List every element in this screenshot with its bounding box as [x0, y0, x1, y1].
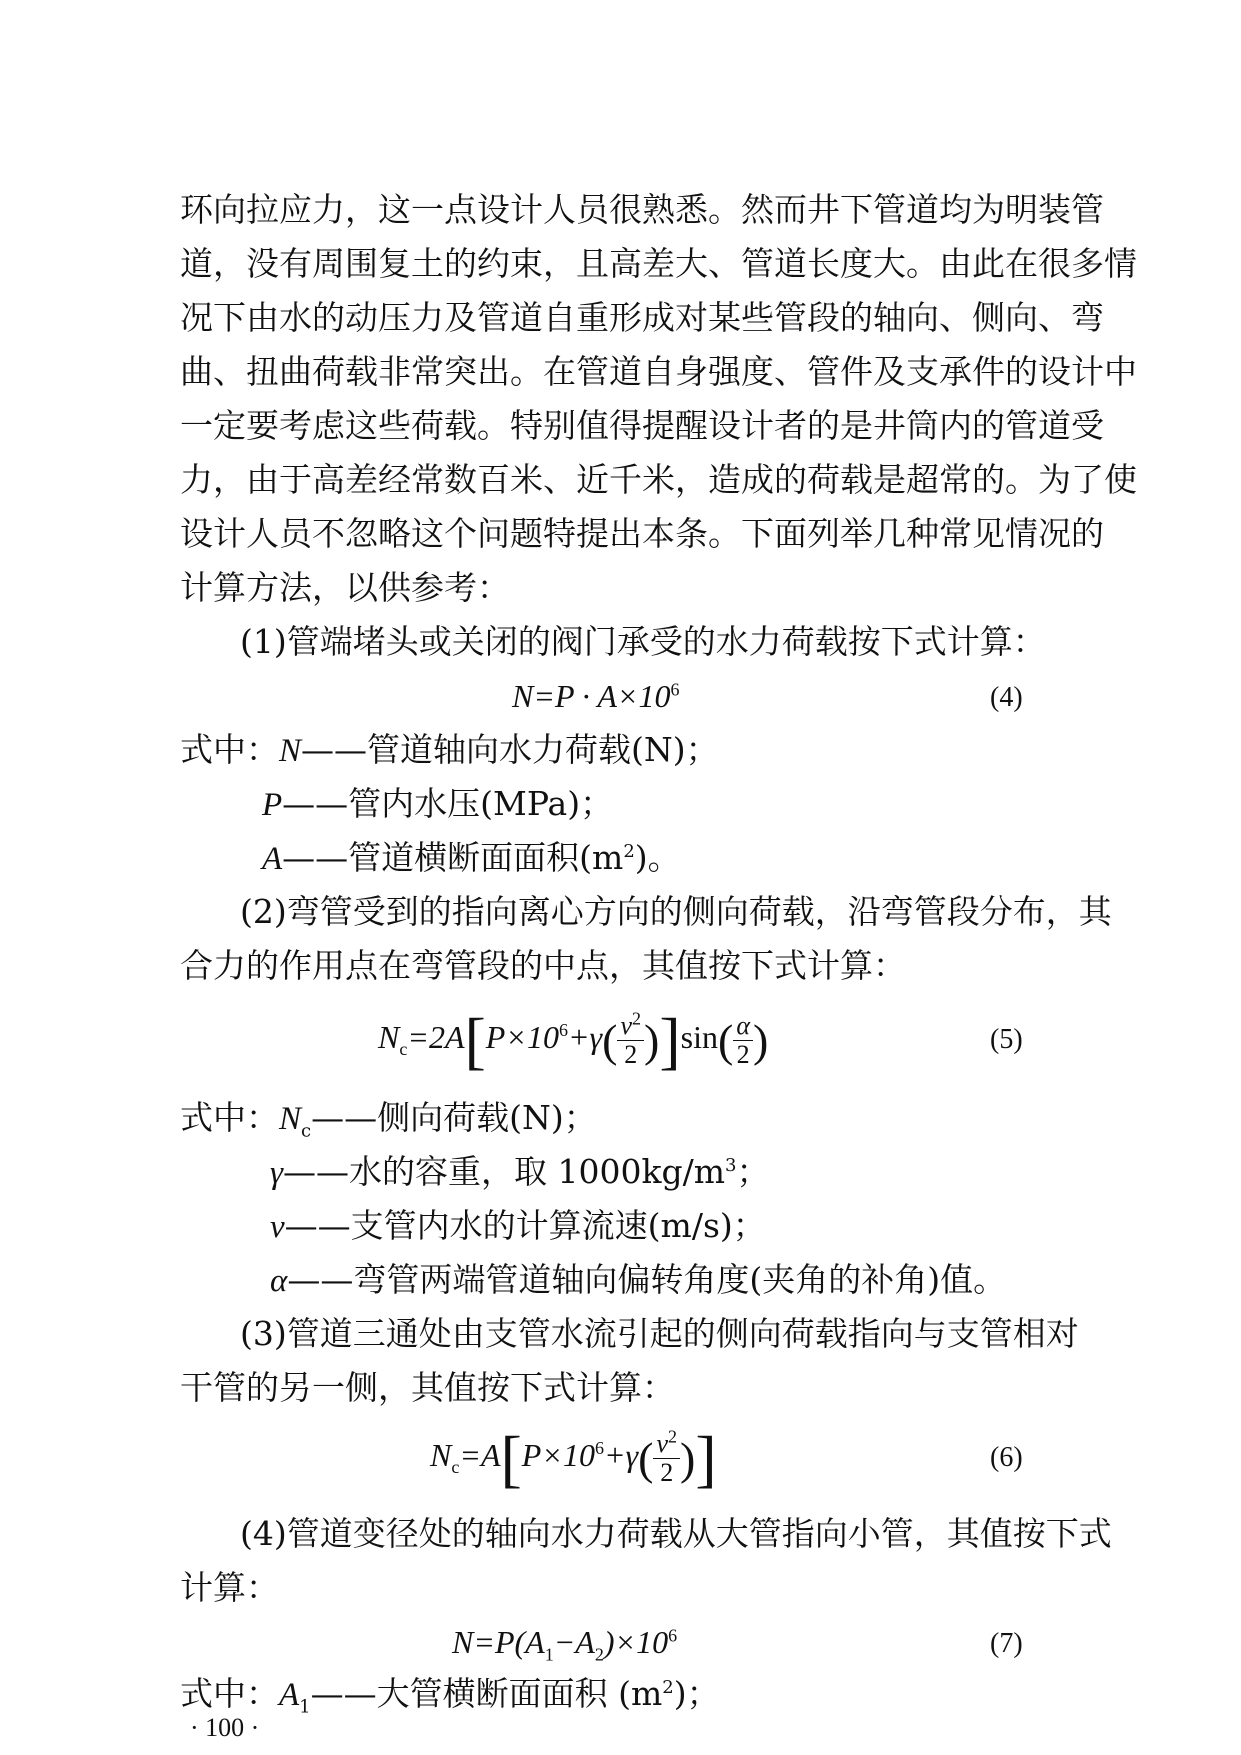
- formula-body: =P(A: [473, 1624, 545, 1660]
- frac-sup: 2: [668, 1426, 678, 1447]
- def-text: ——弯管两端管道轴向偏转角度(夹角的补角)值。: [287, 1260, 1007, 1299]
- formula-sub: 1: [544, 1644, 554, 1665]
- left-paren: (: [638, 1432, 654, 1484]
- frac-numerator: v: [656, 1429, 669, 1458]
- formula-body: )×10: [603, 1624, 669, 1660]
- frac-denominator: 2: [736, 1040, 750, 1069]
- def-text: ——侧向荷载(N)；: [311, 1098, 597, 1137]
- formula-body: +γ: [603, 1436, 639, 1473]
- formula-body: =P · A×10: [533, 678, 671, 714]
- def-text: )。: [634, 838, 681, 877]
- right-bracket: ]: [695, 1422, 717, 1494]
- item4-line: 计算：: [180, 1568, 279, 1607]
- def-sup: 2: [623, 841, 635, 862]
- paragraph-line: 一定要考虑这些荷载。特别值得提醒设计者的是井筒内的管道受: [180, 406, 1104, 445]
- def-symbol: A: [279, 1677, 300, 1713]
- def-text: ——支管内水的计算流速(m/s)；: [284, 1206, 766, 1245]
- def-text: ——管道轴向水力荷载(N)；: [301, 730, 719, 769]
- item3-line: 干管的另一侧，其值按下式计算：: [180, 1368, 675, 1407]
- formula-sub: c: [399, 1039, 408, 1060]
- equation-number: (5): [990, 1024, 1023, 1055]
- formula-body: =2A: [407, 1018, 465, 1055]
- formula-symbol: N: [512, 678, 534, 714]
- frac-numerator: α: [733, 1012, 753, 1041]
- formula-body: P×10: [485, 1018, 559, 1055]
- item2-line: (2)弯管受到的指向离心方向的侧向荷载，沿弯管段分布，其: [240, 892, 1112, 931]
- formula-exponent: 6: [668, 1625, 678, 1646]
- def-symbol: A: [262, 841, 283, 877]
- def-symbol: P: [262, 787, 283, 823]
- right-bracket: ]: [659, 1004, 681, 1076]
- formula-symbol: N: [430, 1436, 452, 1473]
- def-symbol: N: [279, 1101, 302, 1137]
- fraction: [617, 1008, 644, 1069]
- paragraph-line: 环向拉应力，这一点设计人员很熟悉。然而井下管道均为明装管: [180, 190, 1104, 229]
- paragraph-line: 计算方法，以供参考：: [180, 568, 510, 607]
- definition-line: [270, 1204, 766, 1249]
- right-paren: ): [752, 1014, 769, 1066]
- def-text: ——大管横断面面积 (m: [310, 1674, 663, 1713]
- formula-sub: 2: [594, 1644, 604, 1665]
- definition-line: [180, 1096, 597, 1141]
- def-prefix: 式中：: [180, 1674, 279, 1713]
- def-symbol: N: [279, 733, 302, 769]
- def-text: ——管内水压(MPa)；: [282, 784, 614, 823]
- formula-body: −A: [553, 1624, 595, 1660]
- item4-line: (4)管道变径处的轴向水力荷载从大管指向小管，其值按下式: [240, 1514, 1112, 1553]
- paragraph-line: 道，没有周围复土的约束，且高差大、管道长度大。由此在很多情: [180, 244, 1137, 283]
- def-prefix: 式中：: [180, 1098, 279, 1137]
- formula-6: [430, 1422, 717, 1494]
- equation-number: (4): [990, 682, 1023, 713]
- fraction: [653, 1426, 680, 1487]
- formula-5: [378, 1004, 769, 1076]
- definition-line: [270, 1258, 1006, 1303]
- formula-4: [512, 674, 679, 718]
- left-paren: (: [718, 1014, 734, 1066]
- left-paren: (: [602, 1014, 618, 1066]
- left-bracket: [: [464, 1004, 486, 1076]
- fraction: [733, 1012, 753, 1069]
- formula-body: =A: [459, 1436, 501, 1473]
- item3-line: (3)管道三通处由支管水流引起的侧向荷载指向与支管相对: [240, 1314, 1079, 1353]
- right-paren: ): [680, 1432, 696, 1484]
- formula-sub: c: [451, 1457, 460, 1478]
- paragraph-line: 设计人员不忽略这个问题特提出本条。下面列举几种常见情况的: [180, 514, 1104, 553]
- formula-exponent: 6: [558, 1020, 568, 1041]
- definition-line: [180, 728, 719, 773]
- formula-symbol: N: [452, 1624, 474, 1660]
- def-symbol: α: [270, 1263, 288, 1299]
- formula-exponent: 6: [670, 679, 680, 700]
- frac-sup: 2: [632, 1008, 642, 1029]
- def-symbol: γ: [270, 1155, 284, 1191]
- def-text: ——管道横断面面积(m: [282, 838, 624, 877]
- page-number: · 100 ·: [190, 1713, 260, 1742]
- item2-line: 合力的作用点在弯管段的中点，其值按下式计算：: [180, 946, 906, 985]
- def-sub: c: [301, 1120, 312, 1142]
- formula-body: P×10: [521, 1436, 595, 1473]
- def-symbol: v: [270, 1209, 285, 1245]
- formula-sin: sin: [680, 1018, 718, 1055]
- equation-number: (6): [990, 1442, 1023, 1473]
- def-text: )；: [673, 1674, 720, 1713]
- frac-denominator: 2: [660, 1458, 674, 1487]
- def-text: ——水的容重，取 1000kg/m: [283, 1152, 726, 1191]
- left-bracket: [: [500, 1422, 522, 1494]
- right-paren: ): [644, 1014, 660, 1066]
- def-prefix: 式中：: [180, 730, 279, 769]
- formula-exponent: 6: [594, 1438, 604, 1459]
- def-sub: 1: [299, 1696, 311, 1718]
- definition-line: [180, 1672, 720, 1717]
- frac-numerator: v: [620, 1011, 633, 1040]
- formula-symbol: N: [378, 1018, 400, 1055]
- def-sup: 2: [662, 1677, 674, 1698]
- formula-7: [452, 1620, 677, 1664]
- equation-number: (7): [990, 1628, 1023, 1659]
- def-text: ；: [736, 1152, 770, 1191]
- definition-line: [270, 1150, 769, 1195]
- paragraph-line: 况下由水的动压力及管道自重形成对某些管段的轴向、侧向、弯: [180, 298, 1104, 337]
- definition-line: [262, 782, 613, 827]
- formula-body: +γ: [567, 1018, 603, 1055]
- definition-line: [262, 836, 681, 881]
- paragraph-line: 力，由于高差经常数百米、近千米，造成的荷载是超常的。为了使: [180, 460, 1137, 499]
- paragraph-line: 曲、扭曲荷载非常突出。在管道自身强度、管件及支承件的设计中: [180, 352, 1137, 391]
- item1-text: (1)管端堵头或关闭的阀门承受的水力荷载按下式计算：: [240, 622, 1046, 661]
- frac-denominator: 2: [624, 1040, 638, 1069]
- def-sup: 3: [725, 1155, 737, 1176]
